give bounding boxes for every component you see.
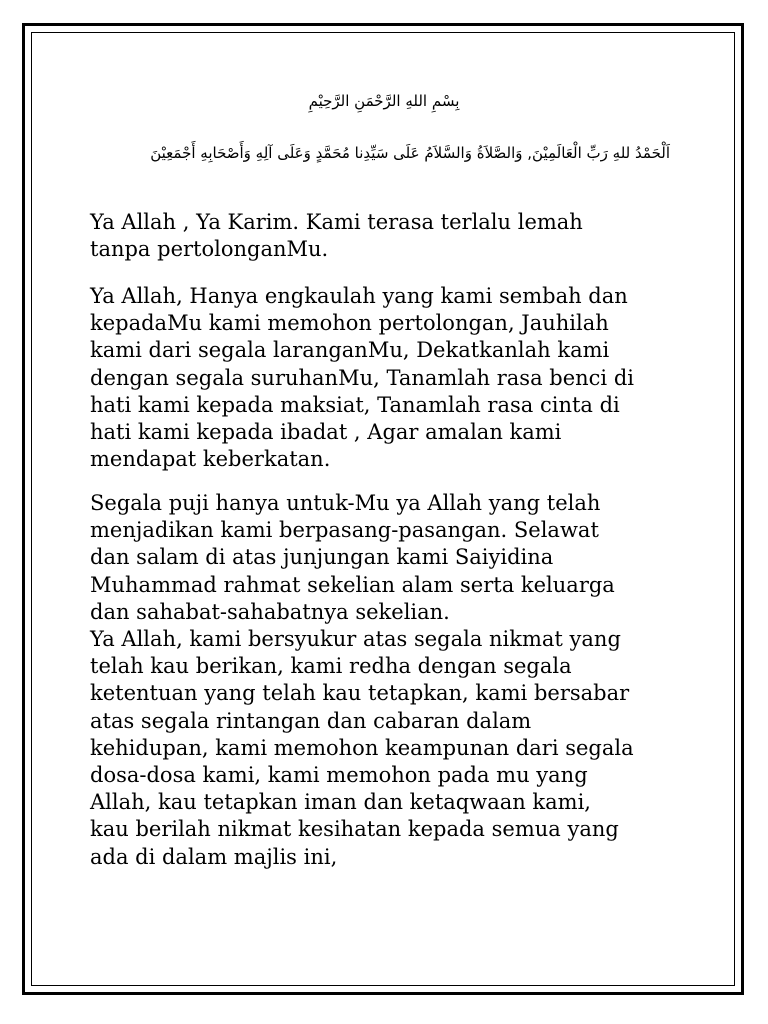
paragraph-plea: Ya Allah , Ya Karim. Kami terasa terlalu lemah tanpa pertolonganMu.: [90, 210, 583, 262]
paragraph-praise-gratitude: Segala puji hanya untuk-Mu ya Allah yang telah menjadikan kami berpasang-pasangan. Selawat dan salam di atas junjungan kami Saiyidina Muhammad rahmat sekelian alam serta keluarga dan sahabat-sahabatnya sekelian. Ya Allah, kami bersyukur atas segala nikmat yang telah kau berikan, kami redha dengan segala ketentuan yang telah kau tetapkan, kami bersabar atas segala rintangan dan cabaran dalam kehidupan, kami memohon keampunan dari segala dosa-dosa kami, kami memohon pada mu yang Allah, kau tetapkan iman dan ketaqwaan kami, kau berilah nikmat kesihatan kepada semua yang ada di dalam majlis ini,: [90, 491, 634, 869]
bismillah-heading: بِسْمِ اللهِ الرَّحْمَنِ الرَّحِيْمِ: [308, 92, 460, 110]
arabic-opening-doa: اَلْحَمْدُ للهِ رَبِّ الْعَالَمِيْنَ, وَالصَّلاَةُ وَالسَّلاَمُ عَلَى سَيِّدِنا مُحَمَّدٍ وَعَلَى آلِهِ وَأَصْحَابِهِ أَجْمَعِيْنَ: [150, 144, 670, 162]
paragraph-worship: Ya Allah, Hanya engkaulah yang kami sembah dan kepadaMu kami memohon pertolongan, Jauhilah kami dari segala laranganMu, Dekatkanlah kami dengan segala suruhanMu, Tanamlah rasa benci di hati kami kepada maksiat, Tanamlah rasa cinta di hati kami kepada ibadat , Agar amalan kami mendapat keberkatan.: [90, 284, 634, 472]
